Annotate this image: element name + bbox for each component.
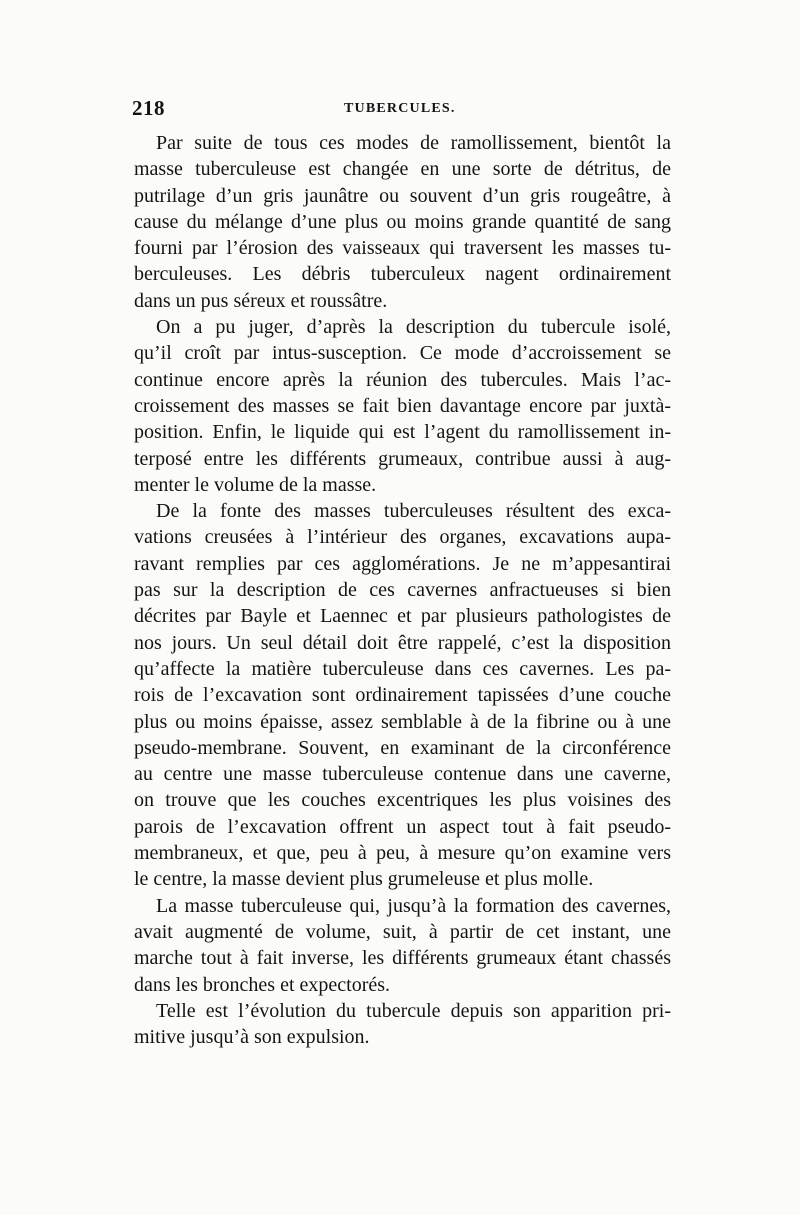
text-line: avait augmenté de volume, suit, à partir de cet instant, une <box>134 920 671 943</box>
text-line: mitive jusqu’à son expulsion. <box>134 1026 370 1049</box>
text-line: membraneux, et que, peu à peu, à mesure qu’on examine vers <box>134 842 671 865</box>
body-text <box>134 130 671 1050</box>
text-line: fourni par l’érosion des vaisseaux qui traversent les masses tu- <box>134 237 671 260</box>
paragraph <box>134 498 671 892</box>
text-line: marche tout à fait inverse, les différents grumeaux étant chassés <box>134 947 671 970</box>
running-title: TUBERCULES. <box>344 101 456 116</box>
text-line: Par suite de tous ces modes de ramollissement, bientôt la <box>156 132 671 154</box>
text-line: Telle est l’évolution du tubercule depuis son apparition pri- <box>156 999 671 1022</box>
paragraph <box>134 998 671 1051</box>
text-line: pas sur la description de ces cavernes anfractueuses si bien <box>134 579 671 602</box>
page-header <box>132 96 670 126</box>
text-line: De la fonte des masses tuberculeuses résultent des exca- <box>156 500 671 523</box>
text-line: dans un pus séreux et roussâtre. <box>134 289 388 312</box>
text-line: berculeuses. Les débris tuberculeux nagent ordinairement <box>134 263 671 286</box>
page-number: 218 <box>132 96 165 120</box>
text-line: le centre, la masse devient plus grumeleuse et plus molle. <box>134 868 594 891</box>
text-line: La masse tuberculeuse qui, jusqu’à la formation des cavernes, <box>156 894 671 917</box>
paragraph <box>134 314 671 498</box>
text-line: cause du mélange d’une plus ou moins grande quantité de sang <box>134 210 671 233</box>
text-line: décrites par Bayle et Laennec et par plusieurs pathologistes de <box>134 605 671 628</box>
text-line: qu’affecte la matière tuberculeuse dans ces cavernes. Les pa- <box>134 657 671 680</box>
text-line: plus ou moins épaisse, assez semblable à de la fibrine ou à une <box>134 710 671 733</box>
text-line: nos jours. Un seul détail doit être rappelé, c’est la disposition <box>134 631 671 654</box>
text-line: croissement des masses se fait bien davantage encore par juxtà- <box>134 394 671 417</box>
text-line: terposé entre les différents grumeaux, contribue aussi à aug- <box>134 447 671 470</box>
paragraph <box>134 130 671 314</box>
text-line: qu’il croît par intus-susception. Ce mode d’accroissement se <box>134 342 671 365</box>
text-line: vations creusées à l’intérieur des organes, excavations aupa- <box>134 526 671 549</box>
text-line: menter le volume de la masse. <box>134 473 377 496</box>
text-line: putrilage d’un gris jaunâtre ou souvent d’un gris rougeâtre, à <box>134 184 671 207</box>
paragraph <box>134 893 671 998</box>
text-line: On a pu juger, d’après la description du tubercule isolé, <box>156 316 671 339</box>
text-line: pseudo-membrane. Souvent, en examinant de la circonférence <box>134 736 671 759</box>
text-line: ravant remplies par ces agglomérations. Je ne m’appesantirai <box>134 552 671 575</box>
text-line: position. Enfin, le liquide qui est l’agent du ramollissement in- <box>134 421 671 444</box>
text-line: continue encore après la réunion des tubercules. Mais l’ac- <box>134 368 671 391</box>
text-line: dans les bronches et expectorés. <box>134 973 391 996</box>
text-line: masse tuberculeuse est changée en une sorte de détritus, de <box>134 158 671 181</box>
text-line: au centre une masse tuberculeuse contenue dans une caverne, <box>134 763 671 786</box>
text-line: parois de l’excavation offrent un aspect tout à fait pseudo- <box>134 815 671 838</box>
text-line: rois de l’excavation sont ordinairement tapissées d’une couche <box>134 684 671 707</box>
text-line: on trouve que les couches excentriques les plus voisines des <box>134 789 671 812</box>
